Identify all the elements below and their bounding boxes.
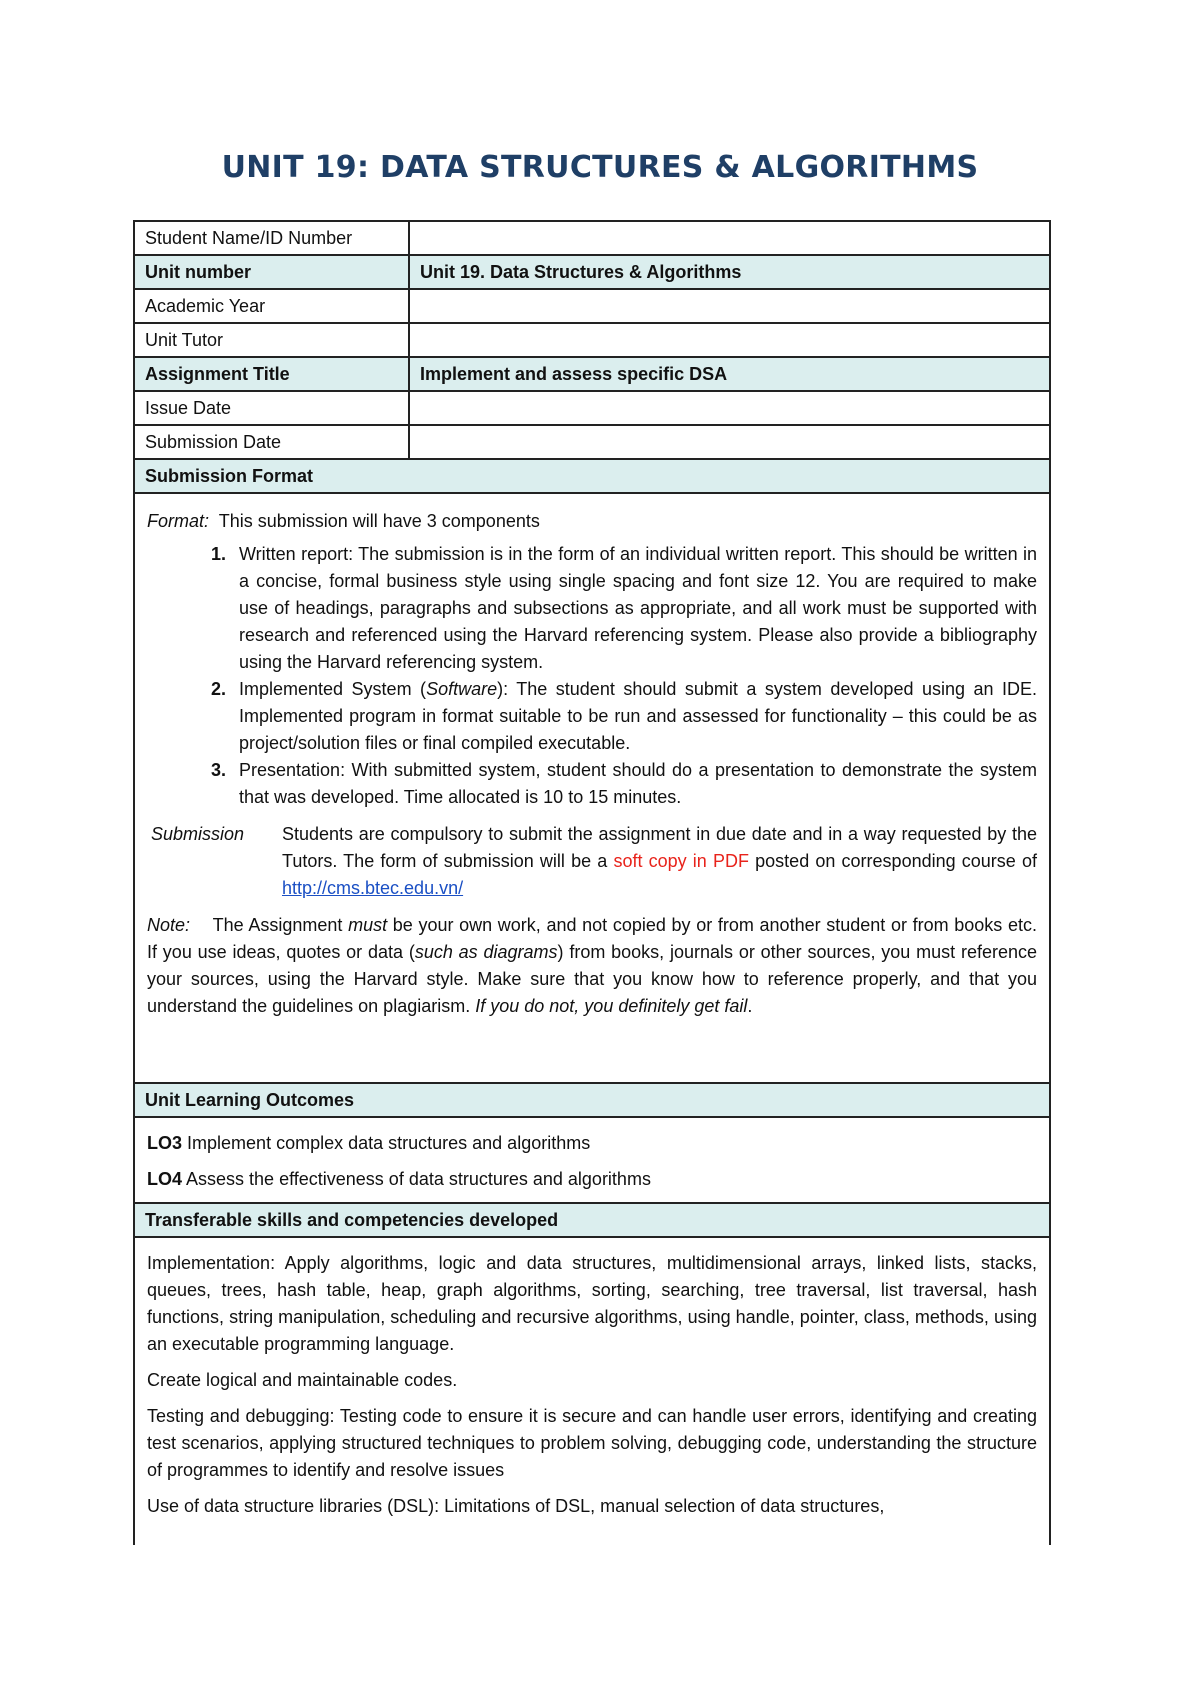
format-line (147, 508, 1037, 535)
info-row-academic-year (135, 290, 1049, 324)
outcome-code: LO3 (147, 1133, 183, 1153)
info-row-issue-date (135, 392, 1049, 426)
learning-outcomes-body (135, 1118, 1049, 1204)
info-row-submission-date (135, 426, 1049, 460)
assignment-table (133, 220, 1051, 1545)
components-list (147, 541, 1037, 811)
learning-outcomes-heading: Unit Learning Outcomes (135, 1084, 1049, 1118)
note-label: Note: (147, 915, 191, 935)
submission-label: Submission (151, 824, 245, 844)
submission-format-body (135, 494, 1049, 1084)
component-item: 3. Presentation: With submitted system, student should do a presentation to demonstrate the system that was developed. Time allocated is 10 to 15 minutes. (231, 757, 1037, 811)
info-label: Submission Date (135, 426, 410, 458)
skills-heading: Transferable skills and competencies developed (135, 1204, 1049, 1238)
info-value (410, 290, 1049, 322)
format-text: This submission will have 3 components (218, 511, 540, 531)
info-row-student (135, 222, 1049, 256)
info-row-unit-number (135, 256, 1049, 290)
info-label: Student Name/ID Number (135, 222, 410, 254)
info-row-unit-tutor (135, 324, 1049, 358)
format-label: Format: (147, 511, 210, 531)
course-link[interactable]: http://cms.btec.edu.vn/ (282, 878, 464, 898)
info-label: Assignment Title (135, 358, 410, 390)
info-value (410, 392, 1049, 424)
submission-text: Students are compulsory to submit the assignment in due date and in a way requested by the Tutors. The form of submission will be a soft copy in PDF posted on corresponding course of http://cms.btec.edu.vn/ (282, 824, 1037, 898)
pdf-highlight: soft copy in PDF (613, 851, 749, 871)
info-value (410, 426, 1049, 458)
outcome-item: LO4 Assess the effectiveness of data structures and algorithms (147, 1169, 651, 1189)
component-item: 2. Implemented System (Software): The student should submit a system developed using an IDE. Implemented program in format suitable to be run and assessed for functionality – this could be as project/solution files or final compiled executable. (231, 676, 1037, 757)
info-value: Unit 19. Data Structures & Algorithms (420, 261, 742, 282)
note-paragraph: Note: The Assignment must be your own work, and not copied by or from another student or from books etc. If you use ideas, quotes or data (such as diagrams) from books, journals or other sources, you must reference your sources, using the Harvard style. Make sure that you know how to reference properly, and that you understand the guidelines on plagiarism. If you do not, you definitely get fail. (147, 915, 1037, 1016)
skills-paragraph: Testing and debugging: Testing code to ensure it is secure and can handle user errors, identifying and creating test scenarios, applying structured techniques to problem solving, debugging code, understanding the structure of programmes to identify and resolve issues (147, 1406, 1037, 1480)
skills-paragraph: Create logical and maintainable codes. (147, 1370, 458, 1390)
page-title: UNIT 19: DATA STRUCTURES & ALGORITHMS (221, 150, 979, 185)
info-label: Academic Year (135, 290, 410, 322)
info-label: Unit number (135, 256, 410, 288)
outcome-code: LO4 (147, 1169, 183, 1189)
skills-body (135, 1238, 1049, 1520)
info-value (410, 324, 1049, 356)
info-label: Unit Tutor (135, 324, 410, 356)
info-value (410, 222, 1049, 254)
submission-format-heading: Submission Format (135, 460, 1049, 494)
skills-paragraph: Use of data structure libraries (DSL): Limitations of DSL, manual selection of data structures, (147, 1496, 885, 1516)
info-label: Issue Date (135, 392, 410, 424)
skills-paragraph: Implementation: Apply algorithms, logic and data structures, multidimensional arrays, linked lists, stacks, queues, trees, hash table, heap, graph algorithms, sorting, searching, tree traversal, list traversal, hash functions, string manipulation, scheduling and recursive algorithms, using handle, pointer, class, methods, using an executable programming language. (147, 1253, 1037, 1354)
component-item: 1. Written report: The submission is in the form of an individual written report. This should be written in a concise, formal business style using single spacing and font size 12. You are required to make use of headings, paragraphs and subsections as appropriate, and all work must be supported with research and referenced using the Harvard referencing system. Please also provide a bibliography using the Harvard referencing system. (231, 541, 1037, 676)
submission-instructions (147, 821, 1037, 902)
outcome-item: LO3 Implement complex data structures and algorithms (147, 1133, 591, 1153)
info-row-assignment-title (135, 358, 1049, 392)
info-value: Implement and assess specific DSA (420, 363, 728, 384)
